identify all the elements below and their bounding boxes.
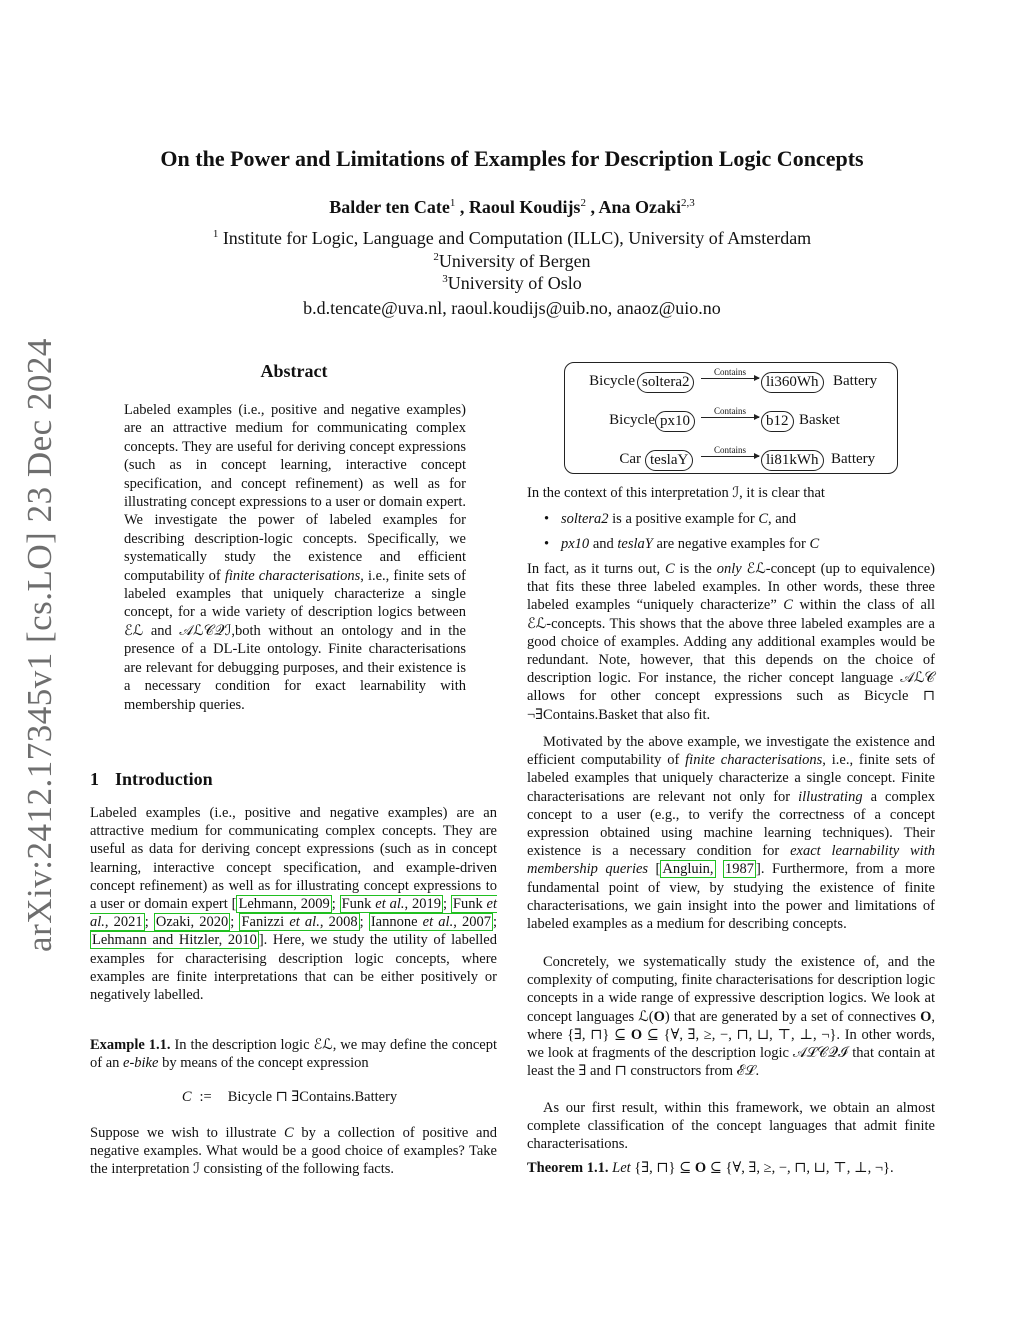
- logic-symbol: ℰℒ: [313, 1037, 333, 1053]
- paragraph-text: that contain at least the ∃ and ⊓ constructors from: [527, 1045, 935, 1080]
- section-heading: [90, 769, 229, 790]
- bullet-emphasis: teslaY: [617, 536, 653, 552]
- affiliation: [0, 228, 1024, 249]
- paragraph: [527, 953, 935, 1080]
- logic-symbol: 𝒜ℒ𝒞𝒬ℐ: [179, 622, 232, 639]
- abstract-emphasis: finite characterisations: [224, 567, 361, 584]
- math-symbol: O: [630, 1026, 643, 1043]
- author-emails: b.d.tencate@uva.nl, raoul.koudijs@uib.no, anaoz@uio.no: [303, 298, 721, 318]
- logic-symbol: 𝒜ℒ𝒞𝒬ℐ: [792, 1045, 849, 1062]
- logic-symbol: ℰℒ: [527, 615, 547, 632]
- paragraph-text: -concept (up to equivalence) that fits these three labeled examples. In other words, these three labeled examples “uniquely characterize”: [527, 561, 935, 614]
- figure-node: li360Wh: [761, 372, 824, 393]
- citation-part: , 2021: [104, 914, 143, 931]
- figure-left-label: Bicycle: [609, 412, 655, 428]
- affiliation-text: University of Bergen: [438, 251, 591, 271]
- paragraph: [90, 1124, 497, 1179]
- figure-node: px10: [655, 411, 695, 432]
- paragraph-text: Labeled examples (i.e., positive and negative examples) are an attractive medium for communicating complex concepts. They are useful as data for deriving concept expressions (such as in concept learning, interactive concept specification, and example-driven concept refinement) as well as for illustrating concept expressions to a user or domain expert: [90, 805, 497, 913]
- figure-node: teslaY: [645, 450, 693, 471]
- citation-part: , 2007: [453, 914, 491, 931]
- formula-rhs: Bicycle ⊓ ∃Contains.Battery: [227, 1089, 398, 1105]
- arrow-line: [701, 417, 759, 418]
- paragraph-text: consisting of the following facts.: [199, 1161, 394, 1178]
- paragraph-text: within the class of all: [792, 597, 935, 614]
- section-title: Introduction: [115, 769, 213, 789]
- citation-link[interactable]: 1987: [725, 861, 755, 878]
- paragraph: As our first result, within this framework, we obtain an almost complete classification of the concept languages that admit finite characterisations.: [527, 1100, 935, 1153]
- paragraph-emphasis: illustrating: [798, 788, 863, 805]
- example-paragraph: [90, 1036, 497, 1072]
- affiliation: [0, 273, 1024, 294]
- formula-lhs: C: [181, 1089, 192, 1105]
- citation-part: et al.: [90, 896, 498, 931]
- paragraph-text: In the context of this interpretation: [527, 485, 733, 501]
- figure-node: b12: [761, 411, 794, 432]
- citation-link[interactable]: [239, 913, 359, 931]
- affiliation-sup: 1: [212, 228, 219, 240]
- contains-arrow: [701, 367, 759, 379]
- arrow-label: Contains: [713, 406, 746, 416]
- citation-link[interactable]: [369, 913, 493, 931]
- arrow-label: Contains: [713, 445, 746, 455]
- bullet-text: is a positive example for: [608, 511, 759, 527]
- author-name: Ana Ozaki: [598, 197, 681, 217]
- bullet-emphasis: px10: [561, 536, 590, 552]
- author-name: Balder ten Cate: [329, 197, 450, 217]
- contains-arrow: [701, 406, 759, 418]
- paragraph-text: . Furthermore, from a more fundamental point of view, by studying the existence of finite characterisations, we gain insight into the power and limitations of labeled examples as a medium for describing concepts.: [527, 861, 935, 933]
- citation-part: Funk: [341, 896, 376, 913]
- paragraph-text: , i.e., finite sets of labeled examples that uniquely characterize a single concept. Finite characterisations are relevant not only for: [527, 752, 935, 805]
- citation-part: et al.: [422, 914, 454, 931]
- math-symbol: O: [920, 1008, 932, 1025]
- figure-left-label: Bicycle: [589, 373, 635, 389]
- citation-part: et al.: [289, 914, 320, 931]
- figure-right-label: Battery: [833, 373, 878, 389]
- paragraph-text: .: [755, 1063, 760, 1080]
- citation-link[interactable]: [340, 895, 443, 913]
- abstract-part: and: [143, 622, 180, 639]
- paragraph: [527, 484, 937, 502]
- author-sup: 1: [449, 197, 456, 209]
- abstract-part: ,both without an ontology and in the presence of a DL-Lite ontology. Finite characterisations are relevant for debugging purposes, and their existence is a necessary condition for exact learnability with membership queries.: [124, 622, 466, 713]
- logic-symbol: ℰℒ: [736, 1063, 756, 1080]
- citation-part: , 2019: [404, 896, 441, 913]
- author-sup: 2: [580, 197, 586, 209]
- abstract-part: , i.e., finite sets of labeled examples that uniquely characterize a single concept, for a wide variety of description logics between: [124, 567, 466, 621]
- author-sup: 2,3: [680, 197, 695, 209]
- logic-symbol: ℰℒ: [741, 561, 766, 577]
- citation-part: et al.: [375, 896, 405, 913]
- concept-formula: [90, 1089, 497, 1106]
- paragraph-text: Suppose we wish to illustrate: [90, 1125, 285, 1141]
- bullet-text: , and: [768, 511, 797, 527]
- bullet-list: [544, 510, 934, 560]
- paragraph-emphasis: exact learnability with membership queries: [527, 843, 935, 878]
- paragraph-text: , where {∃, ⊓} ⊆: [527, 1008, 935, 1043]
- paragraph-text: Motivated by the above example, we investigate the existence and efficient computability of: [527, 734, 935, 769]
- math-symbol: ℐ: [732, 485, 740, 501]
- paragraph: Motivated by the above example, we investigate the existence and efficient computability of finite characterisations, i.e., finite sets of labeled examples that uniquely characterize a single concept. Finite characterisations are relevant not only for illustrating a complex concept to a user (e.g., to verify the correctness of a concept expression obtained using machine learning techniques). Their existence is a necessary condition for exact learnability with membership queries [ Angluin, 1987 ]. Furthermore, from a more fundamental point of view, by studying the existence of finite characterisations, we gain insight into the power and limitations of labeled examples as a medium for describing concepts.: [527, 734, 935, 933]
- example-label: Example 1.1.: [90, 1037, 171, 1053]
- paragraph-text: allows for other concept expressions such as Bicycle ⊓ ¬∃Contains.Basket that also fit.: [527, 688, 935, 723]
- theorem-statement: [527, 1160, 947, 1177]
- affiliation-sup: 3: [442, 273, 448, 285]
- theorem-label: Theorem 1.1.: [527, 1160, 609, 1176]
- bullet-item: [544, 510, 934, 528]
- math-symbol: C: [665, 561, 675, 577]
- arrow-line: [701, 456, 759, 457]
- paragraph-text: In fact, as it turns out,: [527, 561, 665, 577]
- abstract-part: Labeled examples (i.e., positive and negative examples) are an attractive medium for communicating complex concepts. They are useful for deriving concept expressions (such as in concept learning, interactive concept specification, and concept refinement) as well as for illustrating concept expressions to a user or domain expert. We investigate the power of labeled examples for describing description-logic concepts. Specifically, we systematically study the existence and efficient computability of: [124, 402, 466, 584]
- formula-def: :=: [199, 1089, 212, 1105]
- affiliation-text: University of Oslo: [447, 273, 582, 293]
- bullet-item: [544, 535, 934, 553]
- paper-title: On the Power and Limitations of Examples for Description Logic Concepts: [160, 146, 864, 171]
- contains-arrow: [701, 445, 759, 457]
- paragraph-text: ⊆ {∀, ∃, ≥, −, ⊓, ⊔, ⊤, ⊥, ¬}. In other words, we look at fragments of the description logic: [527, 1026, 935, 1062]
- bullet-emphasis: soltera2: [561, 511, 609, 527]
- figure-left-label: Car: [619, 451, 641, 467]
- intro-paragraph: Labeled examples (i.e., positive and negative examples) are an attractive medium for communicating complex concepts. They are useful as data for deriving concept expressions (such as in concept learning, interactive concept specification, and example-driven concept refinement) as well as for illustrating concept expressions to a user or domain expert [ Lehmann, 2009 ; Funk et al., 2019 ; Funk et al., 2021 ; Ozaki, 2020 ; Fanizzi et al., 2008 ; Iannone et al., 2007 ; Lehmann and Hitzler, 2010 ]. Here, we study the utility of labelled examples for characterising description logic concepts, where examples are finite interpretations that can be either positively or negatively labelled.: [90, 805, 498, 1004]
- math-symbol: ): [664, 1008, 670, 1025]
- affiliation-sup: 2: [433, 251, 439, 263]
- math-symbol: C: [284, 1125, 294, 1141]
- affiliation: [0, 251, 1024, 272]
- logic-symbol: 𝒜ℒ𝒞: [900, 670, 935, 687]
- paragraph-text: , it is clear that: [739, 485, 825, 501]
- theorem-text: Let: [608, 1160, 635, 1176]
- paragraph-text: by a collection of positive and negative examples. What would be a good choice of examples? Take the interpretation: [90, 1125, 497, 1178]
- paragraph-text: . Here, we study the utility of labelled examples for characterising description logic concepts, where examples are finite interpretations that can be either positively or negatively labelled.: [90, 932, 497, 1004]
- theorem-text: {∃, ⊓} ⊆: [634, 1160, 695, 1176]
- figure-node: soltera2: [637, 372, 694, 393]
- affiliation-text: Institute for Logic, Language and Computation (ILLC), University of Amsterdam: [218, 228, 812, 248]
- figure-right-label: Battery: [831, 451, 876, 467]
- theorem-text: ⊆ {∀, ∃, ≥, −, ⊓, ⊔, ⊤, ⊥, ¬}.: [706, 1160, 894, 1176]
- bullet-text: and: [589, 536, 618, 552]
- math-symbol: C: [783, 597, 793, 614]
- math-symbol: O: [653, 1008, 665, 1025]
- paragraph-text: Concretely, we systematically study the existence of, and the complexity of computing, finite characterisations for description logic concepts in a wide range of expressive description logics. We look at concept languages: [527, 954, 935, 1025]
- math-symbol: C: [758, 511, 768, 527]
- arrow-line: [701, 378, 759, 379]
- paragraph-text: is the: [674, 561, 717, 577]
- citation-part: Funk: [452, 896, 487, 913]
- logic-symbol: ℰℒ: [124, 622, 144, 639]
- paragraph-emphasis: finite characterisations: [685, 752, 823, 769]
- paragraph-text: , we may define the concept of an: [90, 1037, 497, 1072]
- paragraph-text: -concepts. This shows that the above three labeled examples are a good choice of examples. Adding any additional examples would be redundant. Note, however, that this depends on the choice of description logic. For instance, the richer concept language: [527, 615, 935, 687]
- paragraph-text: In the description logic: [170, 1037, 314, 1053]
- bullet-text: are negative examples for: [652, 536, 810, 552]
- paragraph-emphasis: e-bike: [123, 1055, 159, 1072]
- arxiv-identifier: arXiv:2412.17345v1 [cs.LO] 23 Dec 2024: [20, 338, 59, 952]
- paragraph-text: a complex concept to a user (e.g., to verify the correctness of a concept expression obtained using machine learning techniques). Their existence is a necessary condition for: [527, 788, 935, 860]
- interpretation-figure: [564, 362, 898, 474]
- abstract-heading: Abstract: [260, 361, 328, 381]
- abstract-text: [124, 401, 466, 714]
- citation-part: , 2008: [319, 914, 358, 931]
- math-symbol: ℐ: [193, 1161, 200, 1178]
- figure-right-label: Basket: [799, 412, 840, 428]
- author-list: Balder ten Cate$^1$ , Raoul Koudijs$^2$ , Ana Ozaki$^{2,3}$: [329, 197, 695, 217]
- math-symbol: O: [694, 1160, 707, 1176]
- paragraph-emphasis: only: [716, 561, 742, 577]
- figure-node: li81kWh: [761, 450, 824, 471]
- arrow-label: Contains: [713, 367, 746, 377]
- author-name: Raoul Koudijs: [468, 197, 581, 217]
- citation-link[interactable]: Angluin,: [662, 861, 714, 878]
- citation-link[interactable]: Lehmann and Hitzler, 2010: [92, 932, 257, 949]
- citation-part: Fanizzi: [241, 914, 290, 931]
- paragraph: [527, 560, 935, 724]
- citation-link[interactable]: Ozaki, 2020: [155, 914, 229, 931]
- paragraph-text: that are generated by a set of connectives: [669, 1008, 921, 1025]
- citation-part: Iannone: [370, 914, 423, 931]
- math-symbol: ℒ(: [638, 1008, 654, 1025]
- math-symbol: C: [809, 536, 820, 552]
- citation-link[interactable]: Lehmann, 2009: [238, 896, 330, 913]
- section-number: 1: [90, 769, 99, 789]
- paragraph-text: by means of the concept expression: [158, 1055, 369, 1072]
